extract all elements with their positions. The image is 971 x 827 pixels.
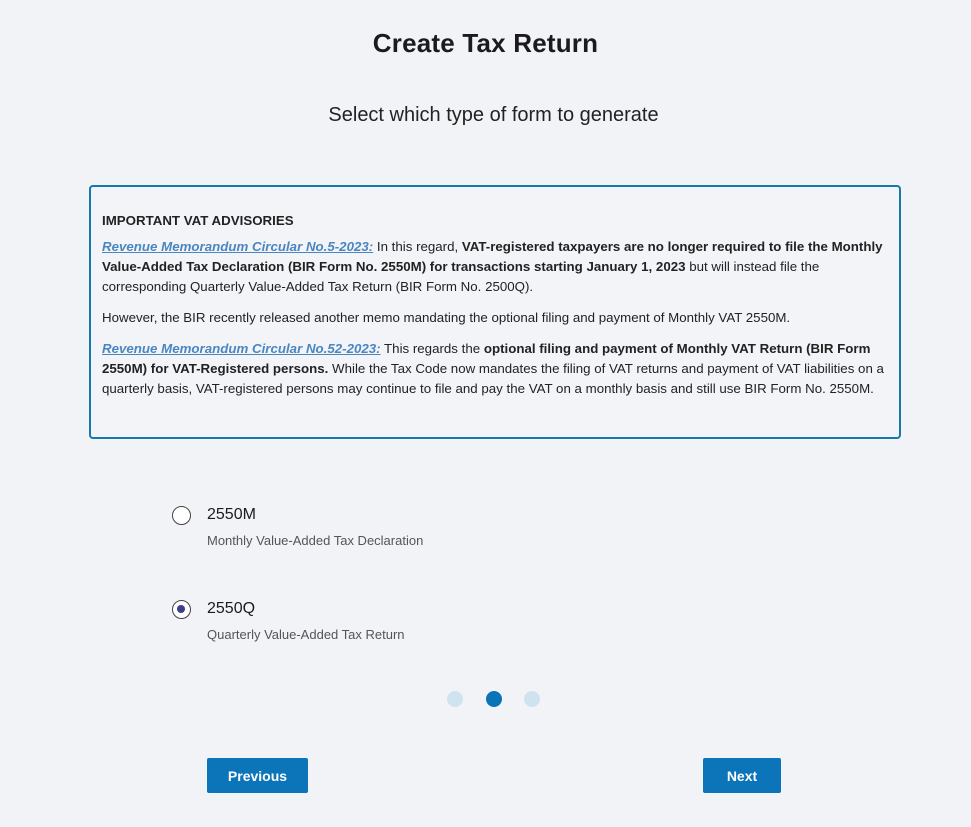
page-title: Create Tax Return	[372, 28, 599, 58]
rmc-5-2023-link[interactable]: Revenue Memorandum Circular No.5-2023:	[102, 239, 374, 254]
form-option-2550m[interactable]	[172, 506, 472, 556]
previous-button[interactable]: Previous	[207, 758, 308, 793]
radio-selected-dot	[177, 605, 185, 613]
advisory-p1-text-a: In this regard,	[373, 239, 462, 254]
step-dot-1	[447, 691, 463, 707]
advisory-title: IMPORTANT VAT ADVISORIES	[102, 213, 294, 228]
radio-2550q[interactable]	[172, 600, 191, 619]
form-option-2550q[interactable]	[172, 600, 472, 650]
option-description-2550m: Monthly Value-Added Tax Declaration	[207, 533, 424, 548]
advisory-p1-bold: VAT-registered taxpayers are no longer required to file the Monthly Value-Added Tax Declaration (BIR Form No. 2550M) for transactions starting January 1, 2023	[102, 239, 883, 274]
option-code-2550q: 2550Q	[207, 600, 256, 617]
option-description-2550q: Quarterly Value-Added Tax Return	[207, 627, 405, 642]
step-indicator	[446, 691, 546, 709]
advisory-paragraph-3	[102, 339, 888, 399]
advisory-p1-text-b: but will instead file the corresponding Quarterly Value-Added Tax Return (BIR Form No. 2500Q).	[102, 259, 820, 294]
advisory-p3-text-a: This regards the	[380, 341, 484, 356]
vat-advisory-box	[89, 185, 901, 439]
advisory-paragraph-1	[102, 237, 888, 297]
step-dot-2-active	[486, 691, 502, 707]
next-button[interactable]: Next	[703, 758, 781, 793]
page-subtitle: Select which type of form to generate	[328, 104, 659, 126]
step-dot-3	[524, 691, 540, 707]
option-code-2550m: 2550M	[207, 506, 256, 523]
advisory-p3-text-b: While the Tax Code now mandates the filing of VAT returns and payment of VAT liabilities on a quarterly basis, VAT-registered persons may continue to file and pay the VAT on a monthly basis and still use BIR Form No. 2550M.	[102, 361, 884, 396]
rmc-52-2023-link[interactable]: Revenue Memorandum Circular No.52-2023:	[102, 341, 381, 356]
radio-2550m[interactable]	[172, 506, 191, 525]
advisory-paragraph-2: However, the BIR recently released another memo mandating the optional filing and payment of Monthly VAT 2550M.	[102, 310, 791, 325]
advisory-p3-bold: optional filing and payment of Monthly VAT Return (BIR Form 2550M) for VAT-Registered persons.	[102, 341, 871, 376]
